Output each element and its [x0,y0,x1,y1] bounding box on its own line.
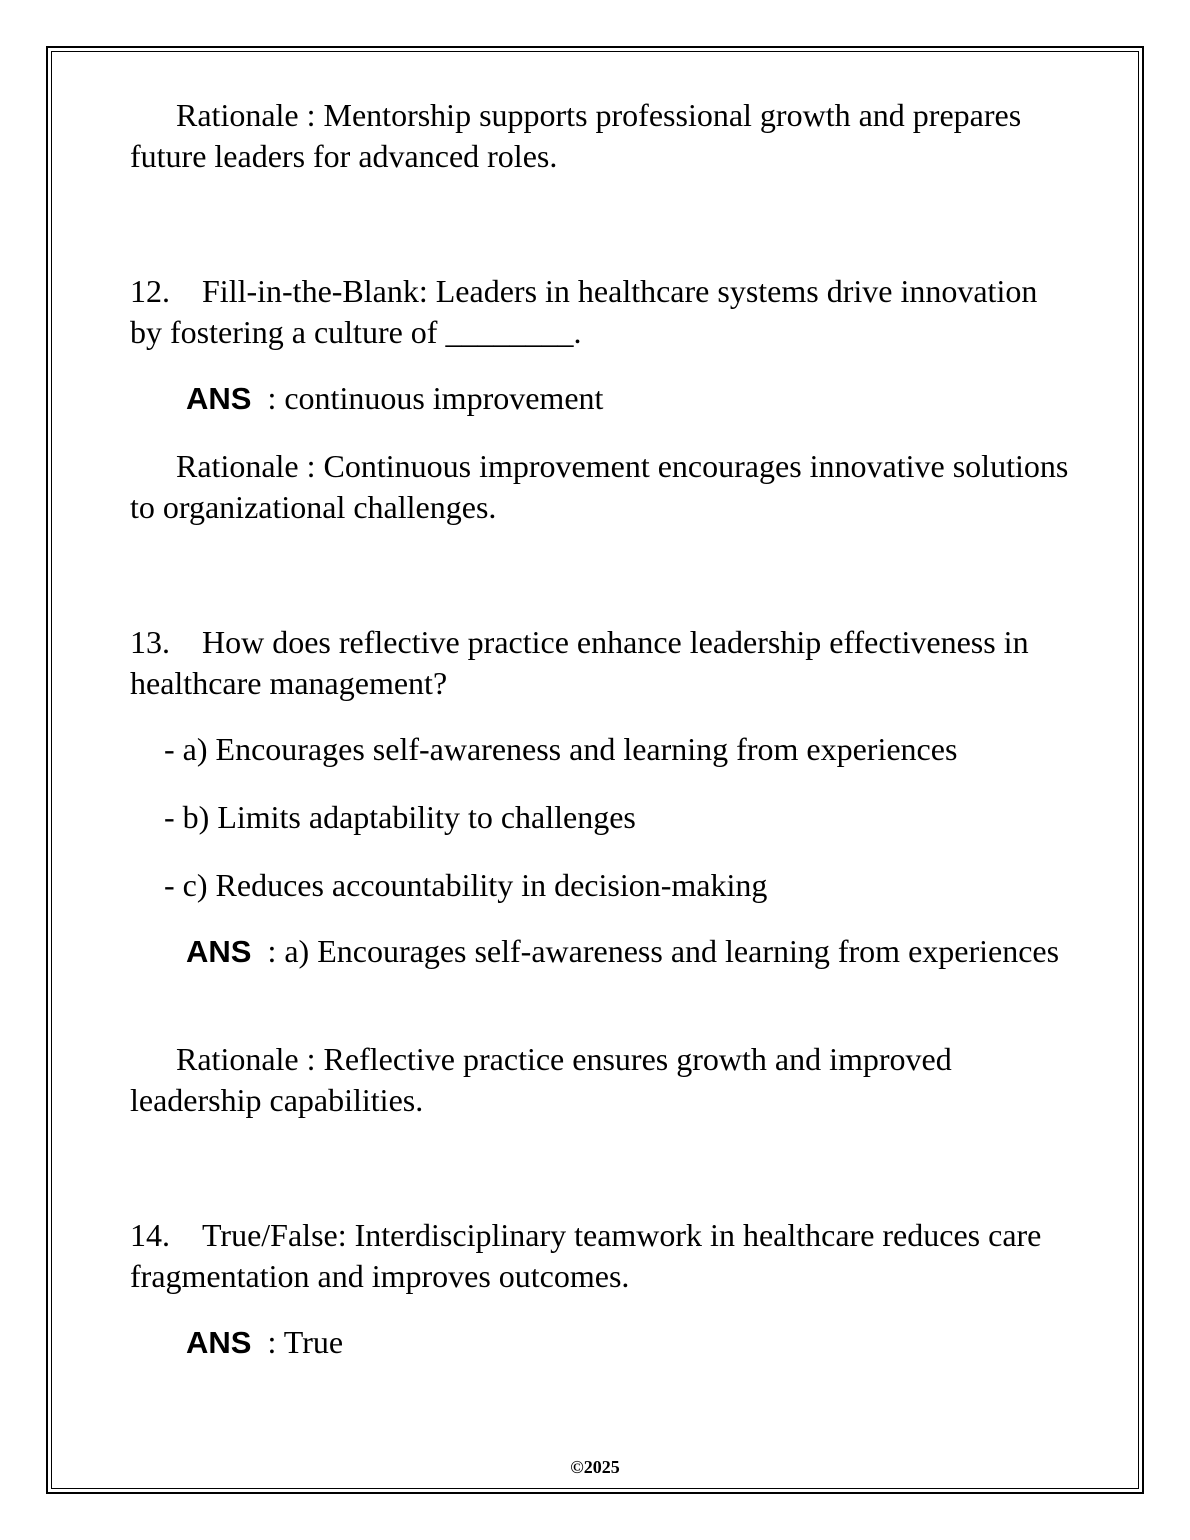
rationale-text: Mentorship supports professional growth and prepares future leaders for advanced roles. [130,97,1022,174]
question-13 [130,622,1070,704]
question-text: How does reflective practice enhance leadership effectiveness in healthcare management? [130,624,1029,701]
rationale-13: Rationale : Reflective practice ensures growth and improved leadership capabilities. [130,1041,952,1118]
question-12 [130,271,1070,353]
copyright-footer: ©2025 [570,1457,620,1477]
question-14 [130,1215,1070,1297]
document-body [130,0,1070,1540]
rationale-label: Rationale [176,97,299,133]
rationale-text: Continuous improvement encourages innovative solutions to organizational challenges. [130,448,1069,525]
answer-text: a) Encourages self-awareness and learning from experiences [284,933,1060,969]
question-text: Fill-in-the-Blank: Leaders in healthcare systems drive innovation by fostering a culture of ________. [130,273,1038,350]
question-number: 14. [130,1217,170,1253]
rationale-11: Rationale : Mentorship supports professional growth and prepares future leaders for advanced roles. [130,97,1022,174]
answer-12: ANS : continuous improvement [186,380,604,416]
ans-label: ANS [186,934,252,969]
rationale-12: Rationale : Continuous improvement encourages innovative solutions to organizational challenges. [130,448,1069,525]
answer-14: ANS : True [186,1324,344,1360]
option-b: - b) Limits adaptability to challenges [164,799,636,835]
rationale-text: Reflective practice ensures growth and improved leadership capabilities. [130,1041,952,1118]
rationale-label: Rationale [176,448,299,484]
answer-text: True [283,1324,344,1360]
ans-label: ANS [186,1325,252,1360]
question-number: 13. [130,624,170,660]
option-a: - a) Encourages self-awareness and learning from experiences [164,731,958,767]
ans-label: ANS [186,381,252,416]
option-c: - c) Reduces accountability in decision-making [164,867,768,903]
question-number: 12. [130,273,170,309]
answer-13: ANS : a) Encourages self-awareness and learning from experiences [186,933,1060,969]
question-text: True/False: Interdisciplinary teamwork in healthcare reduces care fragmentation and improves outcomes. [130,1217,1042,1294]
rationale-label: Rationale [176,1041,299,1077]
answer-text: continuous improvement [284,380,604,416]
